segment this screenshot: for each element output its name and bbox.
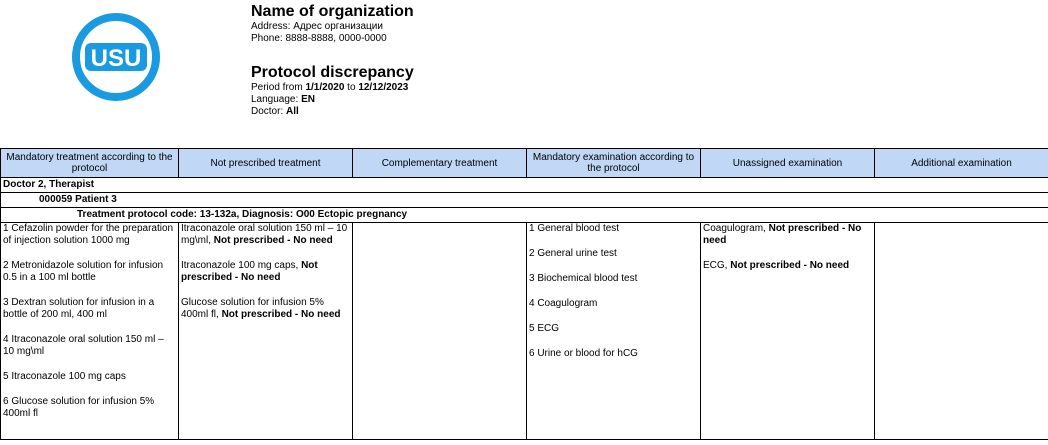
organization-phone: Phone: 8888-8888, 0000-0000 (251, 33, 387, 44)
list-item: 6 Urine or blood for hCG (529, 348, 638, 359)
mandatory-exam-cell (527, 223, 701, 440)
item-status: Not prescribed - No need (181, 260, 318, 283)
table-row (1, 223, 1048, 440)
item-status: Not prescribed - No need (703, 223, 862, 246)
list-item (181, 297, 350, 321)
logo-text: USU (90, 45, 142, 72)
period-to-word: to (344, 82, 359, 93)
organization-address: Address: Адрес организации (251, 21, 383, 32)
doctor-group-row (1, 178, 1048, 193)
language-value: EN (301, 94, 315, 105)
list-item: 6 Glucose solution for infusion 5% 400ml fl (3, 396, 155, 419)
list-item: 3 Dextran solution for infusion in a bottle of 200 ml, 400 ml (3, 297, 155, 320)
report-doctor (251, 106, 414, 118)
period-from: 1/1/2020 (305, 82, 345, 93)
item-name: Itraconazole oral solution 150 ml – 10 mg\ml, (181, 223, 348, 246)
organization-name: Name of organization (251, 3, 414, 20)
list-item: 4 Coagulogram (529, 298, 598, 309)
item-name: Coagulogram, (703, 223, 769, 234)
column-header: Mandatory treatment according to the protocol (1, 149, 179, 178)
item-status: Not prescribed - No need (730, 260, 850, 271)
patient-group-label: 000059 Patient 3 (1, 193, 1048, 208)
list-item: 2 General urine test (529, 248, 617, 259)
list-item: 1 General blood test (529, 223, 620, 234)
not-prescribed-cell (179, 223, 353, 440)
report-period (251, 82, 414, 94)
item-status: Not prescribed - No need (221, 309, 341, 320)
patient-group-row (1, 193, 1048, 208)
list-item: 2 Metronidazole solution for infusion 0.5 in a 100 ml bottle (3, 260, 164, 283)
list-item: 3 Biochemical blood test (529, 273, 638, 284)
report-header (251, 3, 414, 118)
list-item: 4 Itraconazole oral solution 150 ml – 10 mg\ml (3, 334, 164, 357)
period-to: 12/12/2023 (358, 82, 409, 93)
list-item (703, 260, 872, 272)
report-title: Protocol discrepancy (251, 64, 414, 81)
discrepancy-table (0, 148, 1048, 440)
usu-logo (71, 12, 161, 102)
column-header: Complementary treatment (353, 149, 527, 178)
column-header: Unassigned examination (701, 149, 875, 178)
doctor-value: All (286, 106, 299, 117)
column-header: Additional examination (875, 149, 1048, 178)
column-header: Mandatory examination according to the protocol (527, 149, 701, 178)
unassigned-exam-cell (701, 223, 875, 440)
item-name: ECG, (703, 260, 731, 271)
mandatory-treatment-cell (1, 223, 179, 440)
report-language (251, 94, 414, 106)
protocol-group-label: Treatment protocol code: 13-132a, Diagnosis: O00 Ectopic pregnancy (1, 208, 1048, 223)
list-item: 5 ECG (529, 323, 560, 334)
language-label: Language: (251, 94, 302, 105)
item-status: Not prescribed - No need (213, 235, 333, 246)
list-item (181, 260, 350, 284)
item-name: Itraconazole 100 mg caps, (181, 260, 302, 271)
table-header-row (1, 149, 1048, 178)
list-item: 1 Cefazolin powder for the preparation of injection solution 1000 mg (3, 223, 174, 246)
list-item (181, 223, 350, 247)
protocol-group-row (1, 208, 1048, 223)
column-header: Not prescribed treatment (179, 149, 353, 178)
doctor-label: Doctor: (251, 106, 287, 117)
list-item: 5 Itraconazole 100 mg caps (3, 371, 126, 382)
additional-exam-cell (875, 223, 1048, 440)
doctor-group-label: Doctor 2, Therapist (1, 178, 1048, 193)
item-name: Glucose solution for infusion 5% 400ml fl, (181, 297, 324, 320)
period-prefix: Period from (251, 82, 306, 93)
complementary-treatment-cell (353, 223, 527, 440)
list-item (703, 223, 872, 247)
